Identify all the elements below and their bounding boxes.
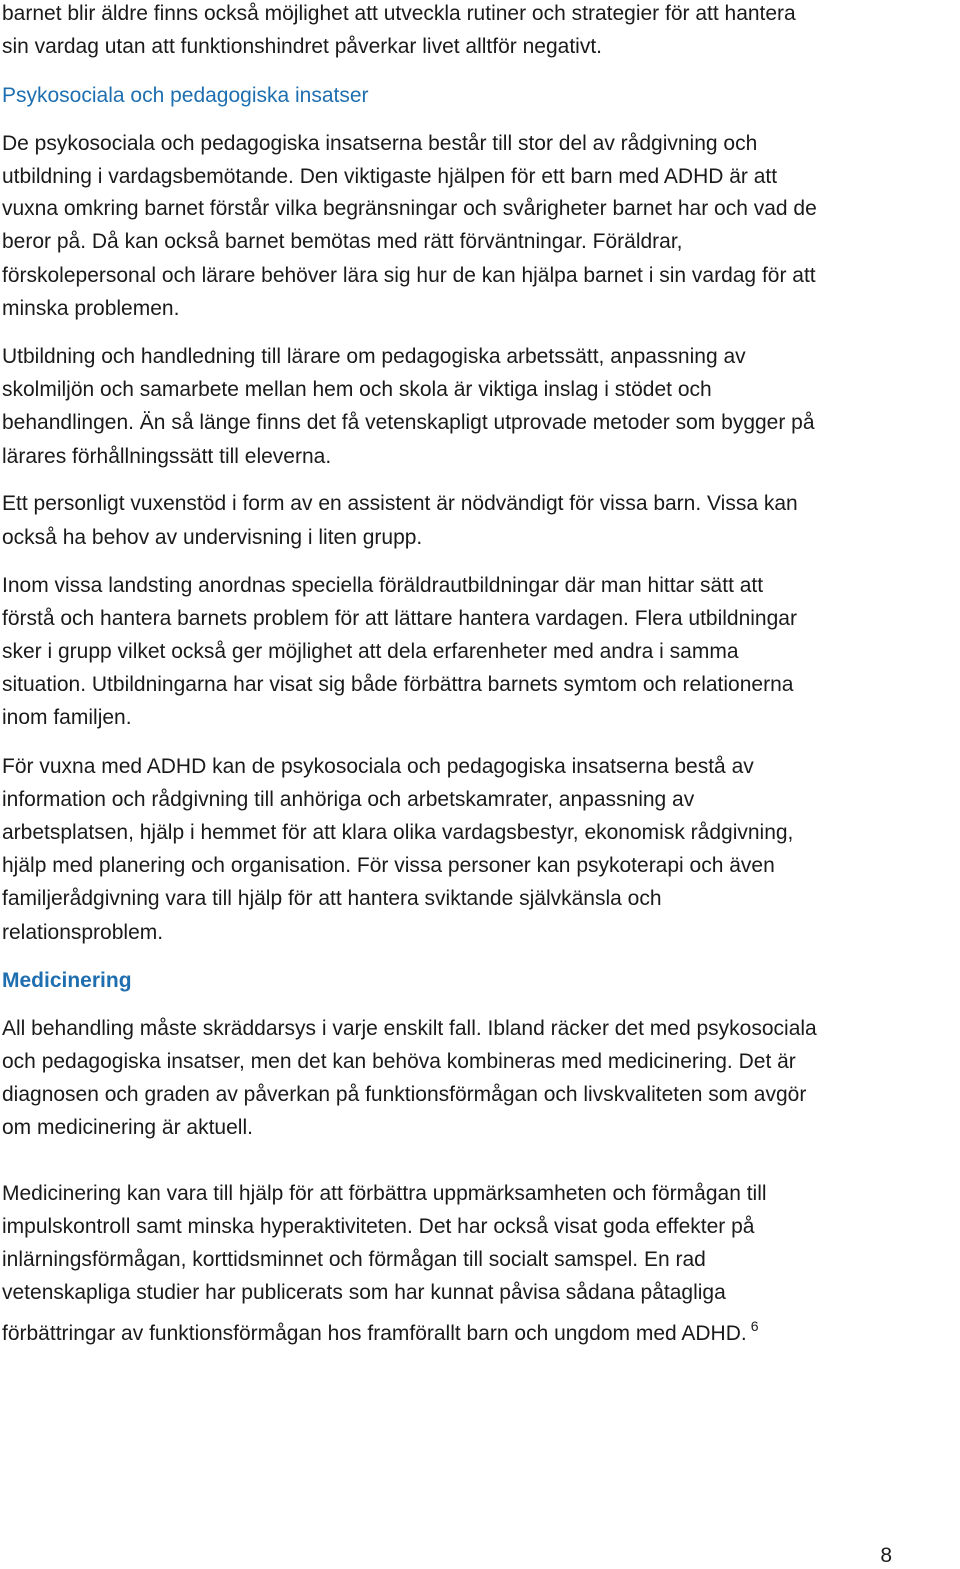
- text-line: vuxna omkring barnet förstår vilka begränsningar och svårigheter barnet har och vad de: [2, 197, 817, 220]
- text-line: relationsproblem.: [2, 921, 164, 944]
- text-line: [2, 1314, 759, 1346]
- text-line: impulskontroll samt minska hyperaktiviteten. Det har också visat goda effekter på: [2, 1215, 755, 1238]
- text-line: Medicinering kan vara till hjälp för att förbättra uppmärksamheten och förmågan till: [2, 1182, 767, 1205]
- text-line: familjerådgivning vara till hjälp för att hantera sviktande självkänsla och: [2, 887, 662, 910]
- text-line: inom familjen.: [2, 706, 132, 729]
- text-line: förstå och hantera barnets problem för att lättare hantera vardagen. Flera utbildningar: [2, 607, 797, 630]
- text-line: barnet blir äldre finns också möjlighet att utveckla rutiner och strategier för att hantera: [2, 2, 796, 25]
- text-line: och pedagogiska insatser, men det kan behöva kombineras med medicinering. Det är: [2, 1050, 796, 1073]
- section-heading: Psykosociala och pedagogiska insatser: [2, 84, 369, 107]
- section-heading: Medicinering: [2, 969, 132, 992]
- text-line: skolmiljön och samarbete mellan hem och skola är viktiga inslag i stödet och: [2, 378, 712, 401]
- text-line: De psykosociala och pedagogiska insatserna består till stor del av rådgivning och: [2, 132, 758, 155]
- text-line: situation. Utbildningarna har visat sig både förbättra barnets symtom och relationerna: [2, 673, 794, 696]
- footnote-reference[interactable]: 6: [750, 1318, 759, 1334]
- text-line: Inom vissa landsting anordnas speciella föräldrautbildningar där man hittar sätt att: [2, 574, 764, 597]
- text-line: behandlingen. Än så länge finns det få vetenskapligt utprovade metoder som bygger på: [2, 411, 815, 434]
- text-line: vetenskapliga studier har publicerats som har kunnat påvisa sådana påtagliga: [2, 1281, 726, 1304]
- text-line: sin vardag utan att funktionshindret påverkar livet alltför negativt.: [2, 35, 602, 58]
- text-line: förskolepersonal och lärare behöver lära sig hur de kan hjälpa barnet i sin vardag för att: [2, 264, 816, 287]
- text-line: diagnosen och graden av påverkan på funktionsförmågan och livskvaliteten som avgör: [2, 1083, 807, 1106]
- text-line: sker i grupp vilket också ger möjlighet att dela erfarenheter med andra i samma: [2, 640, 739, 663]
- text-line: Ett personligt vuxenstöd i form av en assistent är nödvändigt för vissa barn. Vissa kan: [2, 492, 798, 515]
- text-line: arbetsplatsen, hjälp i hemmet för att klara olika vardagsbestyr, ekonomisk rådgivning,: [2, 821, 794, 844]
- text-line: hjälp med planering och organisation. För vissa personer kan psykoterapi och även: [2, 854, 775, 877]
- text-line: All behandling måste skräddarsys i varje enskilt fall. Ibland räcker det med psykosociala: [2, 1017, 817, 1040]
- text-line-content: förbättringar av funktionsförmågan hos framförallt barn och ungdom med ADHD.: [2, 1322, 747, 1345]
- text-line: beror på. Då kan också barnet bemötas med rätt förväntningar. Föräldrar,: [2, 230, 683, 253]
- text-line: För vuxna med ADHD kan de psykosociala och pedagogiska insatserna bestå av: [2, 755, 754, 778]
- text-line: minska problemen.: [2, 297, 180, 320]
- page-number: 8: [880, 1544, 892, 1567]
- text-line: Utbildning och handledning till lärare om pedagogiska arbetssätt, anpassning av: [2, 345, 746, 368]
- text-line: lärares förhållningssätt till eleverna.: [2, 445, 332, 468]
- text-line: inlärningsförmågan, korttidsminnet och förmågan till socialt samspel. En rad: [2, 1248, 706, 1271]
- text-line: om medicinering är aktuell.: [2, 1116, 253, 1139]
- text-line: också ha behov av undervisning i liten grupp.: [2, 526, 423, 549]
- text-line: information och rådgivning till anhöriga och arbetskamrater, anpassning av: [2, 788, 695, 811]
- text-line: utbildning i vardagsbemötande. Den viktigaste hjälpen för ett barn med ADHD är att: [2, 165, 778, 188]
